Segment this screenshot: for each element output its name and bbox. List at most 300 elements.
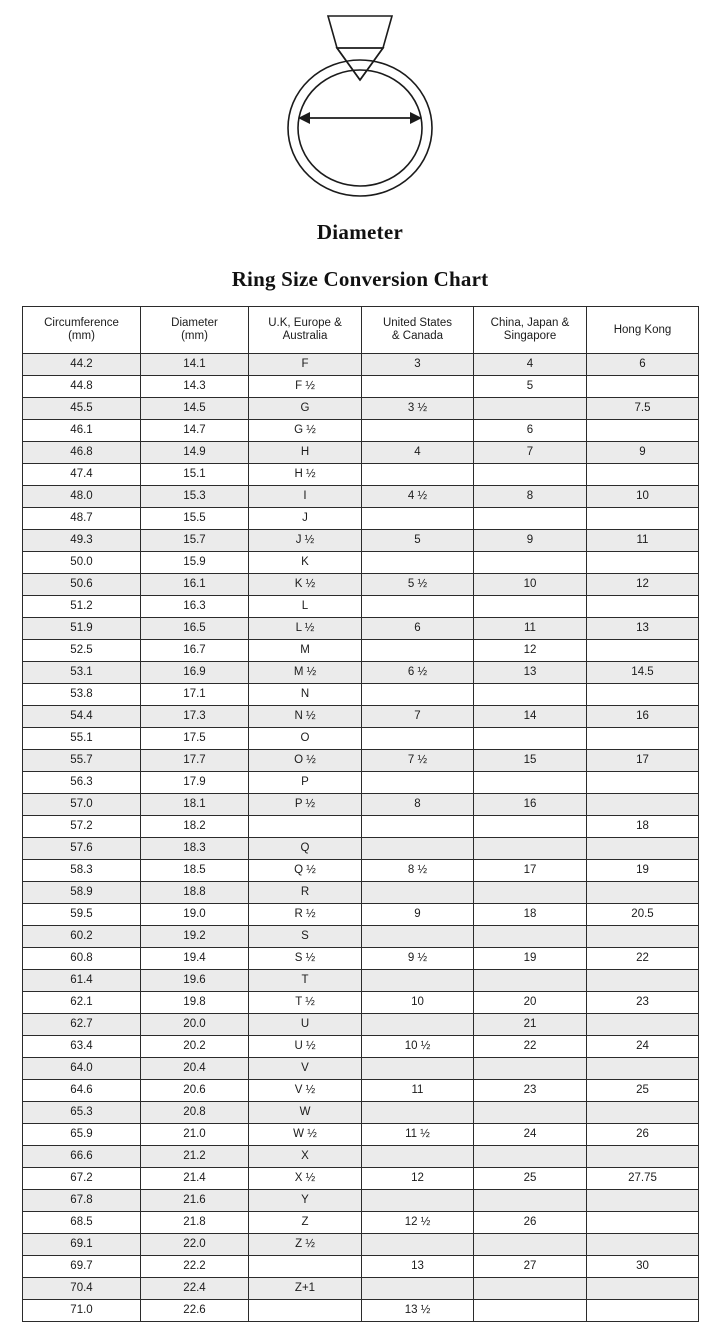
table-row (23, 552, 699, 574)
column-header-3 (362, 307, 474, 354)
table-cell-c2: R (249, 882, 362, 904)
table-cell-c5: 23 (587, 992, 699, 1014)
table-cell-c3 (362, 1058, 474, 1080)
table-cell-c2: M ½ (249, 662, 362, 684)
table-row (23, 750, 699, 772)
table-cell-c2: V (249, 1058, 362, 1080)
table-cell-c5 (587, 1058, 699, 1080)
table-row (23, 948, 699, 970)
table-cell-c3: 12 (362, 1168, 474, 1190)
table-cell-c3 (362, 552, 474, 574)
table-cell-c4 (474, 1102, 587, 1124)
table-row (23, 530, 699, 552)
table-cell-c5: 10 (587, 486, 699, 508)
table-cell-c1: 17.7 (141, 750, 249, 772)
table-cell-c1: 14.5 (141, 398, 249, 420)
table-cell-c0: 48.7 (23, 508, 141, 530)
table-cell-c3: 13 (362, 1256, 474, 1278)
table-row (23, 860, 699, 882)
table-cell-c0: 49.3 (23, 530, 141, 552)
table-cell-c5: 26 (587, 1124, 699, 1146)
table-row (23, 1080, 699, 1102)
table-cell-c3: 3 ½ (362, 398, 474, 420)
table-cell-c1: 20.0 (141, 1014, 249, 1036)
table-row (23, 354, 699, 376)
table-cell-c5 (587, 508, 699, 530)
table-cell-c4 (474, 926, 587, 948)
table-cell-c4: 8 (474, 486, 587, 508)
table-cell-c5 (587, 684, 699, 706)
table-cell-c0: 52.5 (23, 640, 141, 662)
table-cell-c5 (587, 926, 699, 948)
table-cell-c5 (587, 794, 699, 816)
table-row (23, 486, 699, 508)
table-cell-c1: 18.8 (141, 882, 249, 904)
table-cell-c2: X (249, 1146, 362, 1168)
table-cell-c0: 63.4 (23, 1036, 141, 1058)
table-cell-c3: 4 ½ (362, 486, 474, 508)
table-cell-c3: 9 (362, 904, 474, 926)
table-cell-c0: 60.8 (23, 948, 141, 970)
table-cell-c0: 66.6 (23, 1146, 141, 1168)
table-cell-c4 (474, 772, 587, 794)
table-cell-c0: 53.8 (23, 684, 141, 706)
table-row (23, 1146, 699, 1168)
table-row (23, 398, 699, 420)
table-cell-c5 (587, 464, 699, 486)
table-cell-c3: 6 (362, 618, 474, 640)
table-cell-c3 (362, 926, 474, 948)
table-cell-c5: 16 (587, 706, 699, 728)
table-cell-c5: 24 (587, 1036, 699, 1058)
table-cell-c3 (362, 1102, 474, 1124)
column-header-line1: U.K, Europe & (268, 317, 342, 329)
table-cell-c4 (474, 1146, 587, 1168)
table-cell-c5 (587, 1212, 699, 1234)
table-cell-c4 (474, 1278, 587, 1300)
table-cell-c5 (587, 1014, 699, 1036)
table-cell-c2: I (249, 486, 362, 508)
table-cell-c3 (362, 1278, 474, 1300)
table-cell-c3 (362, 970, 474, 992)
table-cell-c0: 51.2 (23, 596, 141, 618)
table-row (23, 640, 699, 662)
table-cell-c1: 20.4 (141, 1058, 249, 1080)
column-header-line2: Australia (282, 330, 328, 342)
table-row (23, 728, 699, 750)
column-header-1 (141, 307, 249, 354)
table-cell-c0: 65.9 (23, 1124, 141, 1146)
table-cell-c2: F ½ (249, 376, 362, 398)
table-cell-c0: 44.2 (23, 354, 141, 376)
table-cell-c3 (362, 772, 474, 794)
table-cell-c2: M (249, 640, 362, 662)
table-row (23, 816, 699, 838)
table-cell-c4: 25 (474, 1168, 587, 1190)
table-cell-c3 (362, 1190, 474, 1212)
table-row (23, 1278, 699, 1300)
table-cell-c1: 16.9 (141, 662, 249, 684)
table-row (23, 508, 699, 530)
table-cell-c3 (362, 1014, 474, 1036)
table-cell-c3: 5 ½ (362, 574, 474, 596)
table-cell-c5 (587, 1102, 699, 1124)
table-cell-c0: 51.9 (23, 618, 141, 640)
table-cell-c3: 3 (362, 354, 474, 376)
table-cell-c3 (362, 816, 474, 838)
table-cell-c3: 9 ½ (362, 948, 474, 970)
table-cell-c1: 19.4 (141, 948, 249, 970)
table-cell-c5 (587, 552, 699, 574)
table-cell-c2: Y (249, 1190, 362, 1212)
table-cell-c4: 14 (474, 706, 587, 728)
table-cell-c4 (474, 838, 587, 860)
table-cell-c2: Z ½ (249, 1234, 362, 1256)
table-cell-c2: T ½ (249, 992, 362, 1014)
table-cell-c1: 22.4 (141, 1278, 249, 1300)
table-row (23, 1124, 699, 1146)
table-cell-c0: 48.0 (23, 486, 141, 508)
table-row (23, 926, 699, 948)
table-cell-c1: 14.1 (141, 354, 249, 376)
table-cell-c0: 62.7 (23, 1014, 141, 1036)
table-cell-c4 (474, 684, 587, 706)
table-cell-c2: L (249, 596, 362, 618)
table-cell-c3 (362, 376, 474, 398)
table-cell-c5: 30 (587, 1256, 699, 1278)
table-row (23, 662, 699, 684)
table-cell-c0: 50.0 (23, 552, 141, 574)
table-cell-c5: 6 (587, 354, 699, 376)
table-row (23, 596, 699, 618)
table-cell-c0: 50.6 (23, 574, 141, 596)
table-row (23, 1102, 699, 1124)
table-cell-c5: 14.5 (587, 662, 699, 684)
table-cell-c0: 69.7 (23, 1256, 141, 1278)
table-cell-c2: F (249, 354, 362, 376)
table-cell-c0: 57.2 (23, 816, 141, 838)
ring-size-conversion-table (22, 306, 699, 1322)
table-cell-c1: 21.8 (141, 1212, 249, 1234)
table-cell-c4: 16 (474, 794, 587, 816)
table-cell-c5: 19 (587, 860, 699, 882)
table-cell-c0: 64.0 (23, 1058, 141, 1080)
table-cell-c4: 21 (474, 1014, 587, 1036)
table-cell-c4 (474, 552, 587, 574)
table-cell-c3: 6 ½ (362, 662, 474, 684)
table-cell-c1: 21.4 (141, 1168, 249, 1190)
table-cell-c2: V ½ (249, 1080, 362, 1102)
table-cell-c4: 5 (474, 376, 587, 398)
table-cell-c0: 44.8 (23, 376, 141, 398)
table-row (23, 1036, 699, 1058)
column-header-line1: Hong Kong (613, 323, 672, 336)
table-row (23, 618, 699, 640)
table-header-row (23, 307, 699, 354)
table-row (23, 1300, 699, 1322)
table-cell-c4: 27 (474, 1256, 587, 1278)
table-cell-c0: 62.1 (23, 992, 141, 1014)
table-cell-c1: 18.3 (141, 838, 249, 860)
table-row (23, 706, 699, 728)
table-cell-c3 (362, 596, 474, 618)
table-cell-c5 (587, 970, 699, 992)
table-cell-c0: 58.3 (23, 860, 141, 882)
table-cell-c5 (587, 420, 699, 442)
table-cell-c0: 70.4 (23, 1278, 141, 1300)
table-cell-c4: 11 (474, 618, 587, 640)
table-cell-c5 (587, 882, 699, 904)
table-cell-c5 (587, 1146, 699, 1168)
table-row (23, 464, 699, 486)
column-header-line1: United States (382, 317, 453, 329)
table-cell-c1: 18.1 (141, 794, 249, 816)
table-cell-c4: 24 (474, 1124, 587, 1146)
table-cell-c0: 56.3 (23, 772, 141, 794)
table-cell-c0: 61.4 (23, 970, 141, 992)
table-row (23, 1014, 699, 1036)
table-cell-c1: 15.9 (141, 552, 249, 574)
table-cell-c1: 17.1 (141, 684, 249, 706)
table-row (23, 794, 699, 816)
table-cell-c3: 11 (362, 1080, 474, 1102)
table-cell-c0: 71.0 (23, 1300, 141, 1322)
table-cell-c1: 15.1 (141, 464, 249, 486)
table-cell-c4 (474, 882, 587, 904)
table-cell-c4: 10 (474, 574, 587, 596)
table-cell-c3: 12 ½ (362, 1212, 474, 1234)
table-cell-c1: 19.2 (141, 926, 249, 948)
table-row (23, 1212, 699, 1234)
table-cell-c2: S ½ (249, 948, 362, 970)
table-body (23, 354, 699, 1322)
table-cell-c1: 20.2 (141, 1036, 249, 1058)
table-cell-c3: 11 ½ (362, 1124, 474, 1146)
table-cell-c5: 11 (587, 530, 699, 552)
column-header-0 (23, 307, 141, 354)
table-cell-c1: 17.5 (141, 728, 249, 750)
table-cell-c2 (249, 1300, 362, 1322)
table-row (23, 882, 699, 904)
table-cell-c4 (474, 1300, 587, 1322)
table-cell-c1: 14.9 (141, 442, 249, 464)
page-title: Ring Size Conversion Chart (231, 267, 489, 291)
table-cell-c4: 18 (474, 904, 587, 926)
table-header (23, 307, 699, 354)
table-cell-c2: Q (249, 838, 362, 860)
table-row (23, 1058, 699, 1080)
table-cell-c2 (249, 816, 362, 838)
table-cell-c1: 16.5 (141, 618, 249, 640)
table-cell-c1: 17.3 (141, 706, 249, 728)
table-cell-c0: 53.1 (23, 662, 141, 684)
table-cell-c1: 15.3 (141, 486, 249, 508)
table-cell-c4 (474, 596, 587, 618)
table-cell-c4: 19 (474, 948, 587, 970)
table-cell-c1: 16.1 (141, 574, 249, 596)
table-cell-c2: P ½ (249, 794, 362, 816)
table-cell-c4: 4 (474, 354, 587, 376)
table-cell-c2: N (249, 684, 362, 706)
table-cell-c1: 16.3 (141, 596, 249, 618)
table-cell-c1: 21.6 (141, 1190, 249, 1212)
table-cell-c0: 69.1 (23, 1234, 141, 1256)
table-cell-c0: 47.4 (23, 464, 141, 486)
table-cell-c1: 19.8 (141, 992, 249, 1014)
table-cell-c4: 12 (474, 640, 587, 662)
table-row (23, 420, 699, 442)
table-cell-c2: N ½ (249, 706, 362, 728)
table-row (23, 838, 699, 860)
ring-illustration (0, 0, 720, 206)
table-cell-c4 (474, 464, 587, 486)
table-cell-c3: 7 ½ (362, 750, 474, 772)
table-cell-c5 (587, 640, 699, 662)
table-cell-c5: 20.5 (587, 904, 699, 926)
table-cell-c3: 10 (362, 992, 474, 1014)
table-cell-c2: Z (249, 1212, 362, 1234)
table-cell-c1: 21.2 (141, 1146, 249, 1168)
table-cell-c2: W (249, 1102, 362, 1124)
column-header-line2: (mm) (68, 330, 95, 342)
table-cell-c0: 64.6 (23, 1080, 141, 1102)
table-cell-c3 (362, 508, 474, 530)
table-cell-c0: 57.0 (23, 794, 141, 816)
table-cell-c4: 23 (474, 1080, 587, 1102)
table-cell-c2: L ½ (249, 618, 362, 640)
table-cell-c2: X ½ (249, 1168, 362, 1190)
table-cell-c3: 4 (362, 442, 474, 464)
table-cell-c4: 7 (474, 442, 587, 464)
table-cell-c0: 60.2 (23, 926, 141, 948)
table-row (23, 970, 699, 992)
table-cell-c5: 27.75 (587, 1168, 699, 1190)
table-cell-c0: 46.1 (23, 420, 141, 442)
table-cell-c3: 10 ½ (362, 1036, 474, 1058)
column-header-line1: Circumference (44, 317, 119, 329)
table-cell-c4 (474, 398, 587, 420)
table-cell-c2: K (249, 552, 362, 574)
table-cell-c2: J (249, 508, 362, 530)
table-cell-c4: 22 (474, 1036, 587, 1058)
table-cell-c1: 21.0 (141, 1124, 249, 1146)
table-cell-c5: 7.5 (587, 398, 699, 420)
table-cell-c1: 14.3 (141, 376, 249, 398)
table-cell-c4 (474, 1190, 587, 1212)
table-cell-c5 (587, 838, 699, 860)
column-header-line1: Diameter (171, 317, 218, 329)
table-cell-c2: W ½ (249, 1124, 362, 1146)
table-cell-c1: 22.6 (141, 1300, 249, 1322)
table-cell-c4 (474, 1058, 587, 1080)
column-header-2 (249, 307, 362, 354)
table-cell-c1: 16.7 (141, 640, 249, 662)
table-cell-c3 (362, 728, 474, 750)
table-cell-c5 (587, 1190, 699, 1212)
table-cell-c3 (362, 420, 474, 442)
table-cell-c2: U ½ (249, 1036, 362, 1058)
table-cell-c2: Q ½ (249, 860, 362, 882)
table-row (23, 442, 699, 464)
table-cell-c4 (474, 728, 587, 750)
table-cell-c2: P (249, 772, 362, 794)
table-cell-c5 (587, 772, 699, 794)
diameter-caption: Diameter (316, 220, 404, 244)
table-cell-c0: 46.8 (23, 442, 141, 464)
table-cell-c3 (362, 882, 474, 904)
table-cell-c0: 57.6 (23, 838, 141, 860)
table-cell-c5: 13 (587, 618, 699, 640)
table-cell-c2: K ½ (249, 574, 362, 596)
table-cell-c1: 18.5 (141, 860, 249, 882)
table-row (23, 772, 699, 794)
table-cell-c2: J ½ (249, 530, 362, 552)
table-cell-c5 (587, 1234, 699, 1256)
table-cell-c0: 55.1 (23, 728, 141, 750)
table-cell-c5: 18 (587, 816, 699, 838)
table-cell-c2: O (249, 728, 362, 750)
table-cell-c3 (362, 640, 474, 662)
table-cell-c4: 20 (474, 992, 587, 1014)
table-cell-c3 (362, 838, 474, 860)
table-cell-c0: 58.9 (23, 882, 141, 904)
table-cell-c1: 19.0 (141, 904, 249, 926)
table-cell-c3 (362, 1146, 474, 1168)
table-cell-c2: R ½ (249, 904, 362, 926)
table-cell-c5 (587, 376, 699, 398)
table-cell-c5: 17 (587, 750, 699, 772)
table-row (23, 904, 699, 926)
table-cell-c2: G ½ (249, 420, 362, 442)
table-cell-c4: 26 (474, 1212, 587, 1234)
table-cell-c4: 13 (474, 662, 587, 684)
column-header-4 (474, 307, 587, 354)
table-cell-c0: 67.8 (23, 1190, 141, 1212)
table-cell-c2: O ½ (249, 750, 362, 772)
table-cell-c5 (587, 596, 699, 618)
table-cell-c1: 18.2 (141, 816, 249, 838)
table-cell-c4: 6 (474, 420, 587, 442)
table-cell-c4 (474, 970, 587, 992)
table-cell-c3: 8 ½ (362, 860, 474, 882)
column-header-line1: China, Japan & (490, 317, 570, 329)
table-cell-c0: 68.5 (23, 1212, 141, 1234)
column-header-5 (587, 307, 699, 354)
table-row (23, 992, 699, 1014)
table-cell-c2: S (249, 926, 362, 948)
table-cell-c5: 12 (587, 574, 699, 596)
table-row (23, 574, 699, 596)
table-cell-c5 (587, 1278, 699, 1300)
ring-diameter-diagram (250, 6, 470, 206)
table-cell-c4 (474, 508, 587, 530)
table-cell-c2: Z+1 (249, 1278, 362, 1300)
table-cell-c1: 14.7 (141, 420, 249, 442)
table-row (23, 684, 699, 706)
table-cell-c3: 7 (362, 706, 474, 728)
table-cell-c2: G (249, 398, 362, 420)
table-cell-c0: 67.2 (23, 1168, 141, 1190)
column-header-line2: (mm) (181, 330, 208, 342)
table-cell-c1: 19.6 (141, 970, 249, 992)
table-cell-c0: 65.3 (23, 1102, 141, 1124)
table-container (0, 306, 720, 1322)
column-header-line2: & Canada (391, 330, 444, 342)
table-cell-c5: 9 (587, 442, 699, 464)
table-cell-c1: 15.5 (141, 508, 249, 530)
table-cell-c4 (474, 816, 587, 838)
table-cell-c4: 9 (474, 530, 587, 552)
